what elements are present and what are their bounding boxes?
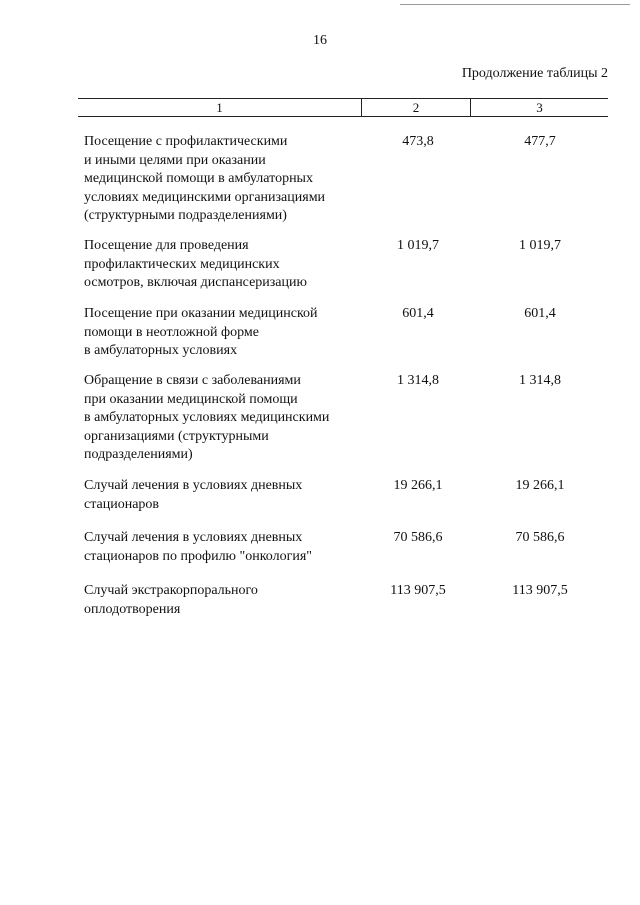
row-value-col2: 601,4 <box>402 306 434 321</box>
header-top-rule <box>78 98 608 99</box>
row-value-col2: 113 907,5 <box>390 583 446 598</box>
row-value-col2: 70 586,6 <box>393 530 443 545</box>
row-description: Случай лечения в условиях дневных стационаров по профилю "онкология" <box>84 530 312 564</box>
row-description: Посещение с профилактическими и иными целями при оказании медицинской помощи в амбулаторных условиях медицинскими организациями (структурными подразделениями) <box>84 134 326 223</box>
header-bottom-rule <box>78 116 608 117</box>
table-caption: Продолжение таблицы 2 <box>461 66 608 81</box>
row-value-col2: 1 314,8 <box>397 373 439 388</box>
page-number: 16 <box>313 33 327 48</box>
column-header-1: 1 <box>216 100 223 115</box>
row-value-col3: 113 907,5 <box>512 583 568 598</box>
column-header-2: 2 <box>412 100 420 115</box>
row-description: Обращение в связи с заболеваниями при оказании медицинской помощи в амбулаторных условиях медицинскими организациями (структурными подразделениями) <box>84 373 330 462</box>
row-description: Случай лечения в условиях дневных стационаров <box>84 478 303 512</box>
column-header-3: 3 <box>536 100 543 115</box>
scan-edge-line <box>400 4 630 5</box>
row-description: Посещение при оказании медицинской помощи в неотложной форме в амбулаторных условиях <box>84 306 318 358</box>
row-value-col3: 477,7 <box>524 134 556 149</box>
row-value-col2: 1 019,7 <box>397 238 439 253</box>
row-value-col3: 19 266,1 <box>515 478 565 493</box>
row-description: Посещение для проведения профилактических медицинских осмотров, включая диспансеризацию <box>84 238 307 290</box>
row-value-col3: 601,4 <box>524 306 556 321</box>
row-description: Случай экстракорпорального оплодотворения <box>84 583 258 617</box>
row-value-col3: 1 314,8 <box>519 373 561 388</box>
row-value-col2: 19 266,1 <box>393 478 443 493</box>
row-value-col2: 473,8 <box>402 134 434 149</box>
row-value-col3: 1 019,7 <box>519 238 561 253</box>
row-value-col3: 70 586,6 <box>515 530 565 545</box>
